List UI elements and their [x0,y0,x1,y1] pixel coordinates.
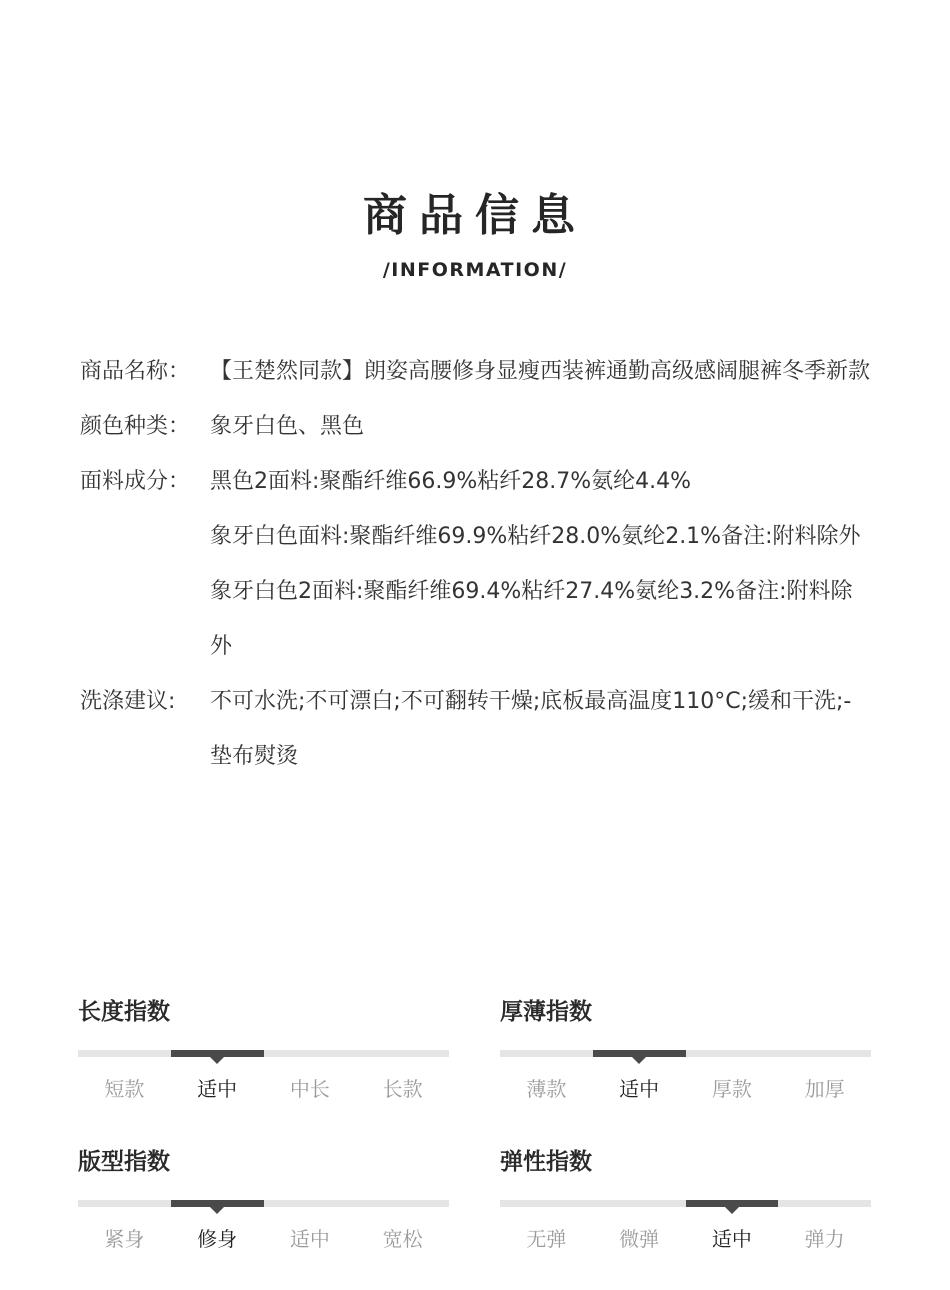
index-option: 紧身 [104,1227,145,1251]
page-title: 商品信息 [363,190,587,241]
index-track [500,1200,871,1207]
info-row-colors [80,399,880,454]
info-value-line: 象牙白色、黑色 [210,414,365,439]
index-elasticity [500,1140,872,1290]
index-option: 薄款 [526,1077,567,1101]
index-option: 适中 [197,1077,238,1101]
info-row-care [80,674,880,784]
index-option: 适中 [289,1227,330,1251]
info-row-product-name [80,344,880,399]
info-value [210,344,872,399]
index-options [500,1225,871,1253]
index-track [78,1050,449,1057]
index-option: 无弹 [526,1227,567,1251]
product-info-list [80,344,880,784]
index-option: 厚款 [711,1077,752,1101]
size-indices [78,990,873,1290]
index-fit [78,1140,450,1290]
index-title: 长度指数 [78,999,170,1025]
index-options [78,1075,449,1103]
info-label: 颜色种类： [80,414,191,439]
info-value-line: 不可水洗;不可漂白;不可翻转干燥;底板最高温度110°C;缓和干洗;- 垫布熨烫 [210,689,852,769]
info-value-line: 【王楚然同款】朗姿高腰修身显瘦西装裤通勤高级感阔腿裤冬季新款 [210,359,871,384]
index-option: 加厚 [804,1077,845,1101]
index-option: 适中 [711,1227,752,1251]
index-option: 微弹 [619,1227,660,1251]
index-options [78,1225,449,1253]
index-length [78,990,450,1140]
info-value-line: 象牙白色2面料:聚酯纤维69.4%粘纤27.4%氨纶3.2%备注:附料除外 [210,579,853,659]
index-option: 适中 [619,1077,660,1101]
page-subtitle: /INFORMATION/ [382,259,568,281]
index-option: 弹力 [804,1227,845,1251]
index-marker [686,1200,779,1207]
index-marker [171,1200,264,1207]
index-option: 短款 [104,1077,145,1101]
index-option: 长款 [382,1077,423,1101]
info-value-line: 黑色2面料:聚酯纤维66.9%粘纤28.7%氨纶4.4% [210,469,692,494]
index-marker [171,1050,264,1057]
info-label: 洗涤建议: [80,689,176,714]
info-value-line: 象牙白色面料:聚酯纤维69.9%粘纤28.0%氨纶2.1%备注:附料除外 [210,524,861,549]
info-value [210,674,872,784]
index-thickness [500,990,872,1140]
index-option: 中长 [289,1077,330,1101]
index-track [500,1050,871,1057]
index-title: 厚薄指数 [500,999,592,1025]
info-label: 商品名称： [80,359,191,384]
index-marker [593,1050,686,1057]
index-track [78,1200,449,1207]
index-title: 弹性指数 [500,1149,592,1175]
index-title: 版型指数 [78,1149,170,1175]
info-label: 面料成分： [80,469,191,494]
index-option: 修身 [197,1227,238,1251]
info-value [210,399,872,454]
index-options [500,1075,871,1103]
info-row-fabric [80,454,880,674]
index-option: 宽松 [382,1227,423,1251]
info-value [210,454,872,674]
